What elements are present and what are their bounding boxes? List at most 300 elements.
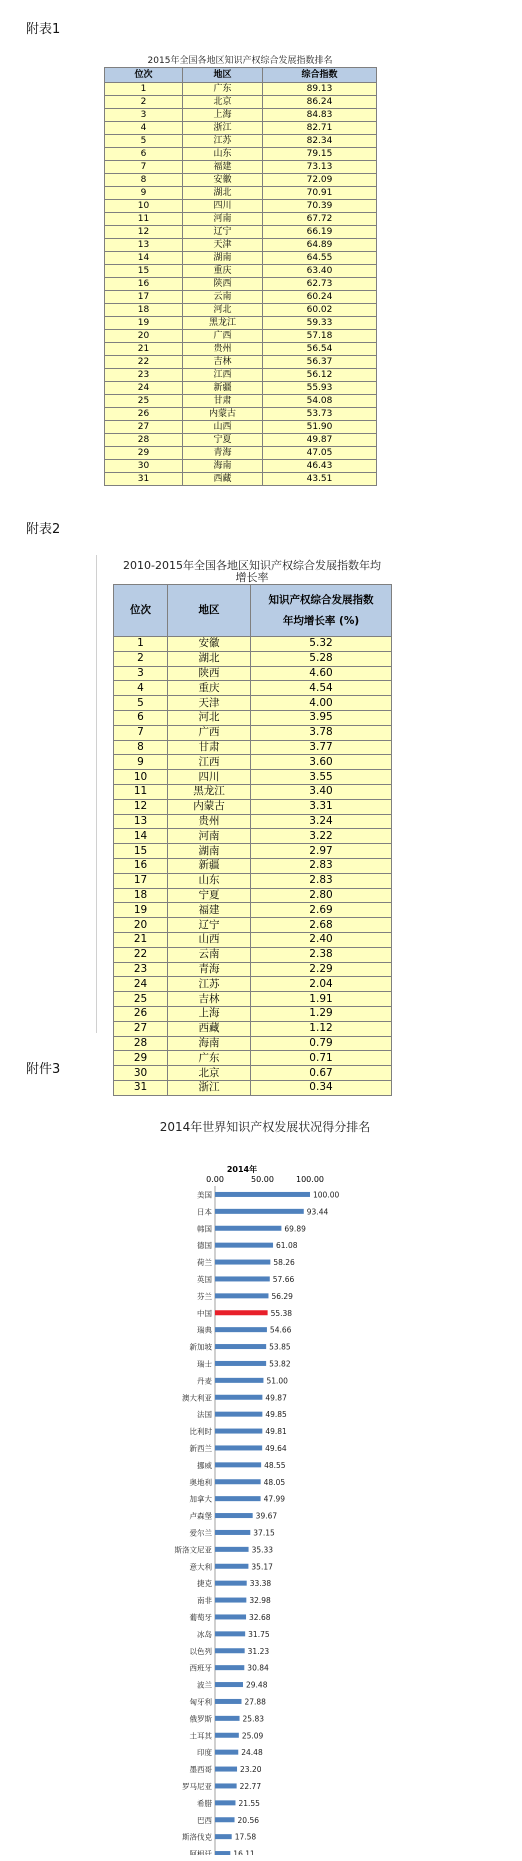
chart-value-label: 49.87 <box>265 1393 287 1403</box>
appendix-3-heading: 附件3 <box>26 1062 61 1077</box>
chart-value-label: 33.38 <box>249 1579 272 1589</box>
chart-bar <box>215 1834 232 1839</box>
chart-value-label: 69.89 <box>284 1224 306 1234</box>
chart-bar <box>215 1817 235 1822</box>
chart-bar <box>215 1631 245 1636</box>
table-1-region-cell: 福建 <box>183 161 263 174</box>
table-2-row <box>114 903 392 918</box>
chart-bar <box>215 1767 237 1772</box>
chart-bar <box>215 1462 261 1467</box>
table-2-growth-cell: 3.40 <box>251 784 392 799</box>
chart-category-label: 荷兰 <box>197 1258 212 1268</box>
chart-value-label: 58.26 <box>273 1258 295 1268</box>
table-2-growth-cell: 1.29 <box>251 1006 392 1021</box>
chart-bar <box>215 1378 263 1383</box>
table-1-index-cell: 67.72 <box>263 213 377 226</box>
table-2-grid <box>113 584 392 1096</box>
table-2-rank-cell: 13 <box>114 814 168 829</box>
table-2-region-cell: 北京 <box>168 1066 251 1081</box>
chart-value-label: 57.66 <box>272 1274 295 1284</box>
chart-bar <box>215 1226 281 1231</box>
table-1-index-cell: 89.13 <box>263 83 377 96</box>
table-2-header-growth-title: 知识产权综合发展指数 <box>268 593 374 606</box>
table-2-row <box>114 858 392 873</box>
chart-bar <box>215 1614 246 1619</box>
table-1-region-cell: 上海 <box>183 109 263 122</box>
chart-category-label: 希腊 <box>197 1798 212 1808</box>
table-1-region-cell: 广西 <box>183 330 263 343</box>
table-2-frame-line <box>96 555 97 1033</box>
table-1-region-cell: 安徽 <box>183 174 263 187</box>
chart-category-label: 德国 <box>197 1241 212 1251</box>
table-1-rank-cell: 17 <box>105 291 183 304</box>
table-1-index-cell: 47.05 <box>263 447 377 460</box>
table-2-rank-cell: 26 <box>114 1006 168 1021</box>
chart-category-label: 美国 <box>197 1190 212 1200</box>
table-1-rank-cell: 22 <box>105 356 183 369</box>
chart-value-label: 49.81 <box>265 1427 287 1437</box>
table-2-region-cell: 江苏 <box>168 977 251 992</box>
table-2-header-row <box>114 585 392 637</box>
table-1-row <box>105 317 377 330</box>
table-1-row <box>105 473 377 486</box>
chart-bar <box>215 1192 310 1197</box>
table-2-row <box>114 918 392 933</box>
table-2-rank-cell: 5 <box>114 696 168 711</box>
chart-value-label: 17.58 <box>234 1832 257 1842</box>
table-1-row <box>105 252 377 265</box>
table-2-row <box>114 992 392 1007</box>
chart-category-label: 葡萄牙 <box>189 1612 212 1622</box>
chart-value-label: 48.55 <box>264 1460 286 1470</box>
table-2-rank-cell: 27 <box>114 1021 168 1036</box>
table-1-row <box>105 122 377 135</box>
table-2-growth-cell: 3.31 <box>251 799 392 814</box>
table-2-rank-cell: 6 <box>114 710 168 725</box>
table-1-index-cell: 57.18 <box>263 330 377 343</box>
table-2-rank-cell: 22 <box>114 947 168 962</box>
chart-category-label: 澳大利亚 <box>182 1393 212 1403</box>
chart-value-label: 29.48 <box>246 1680 268 1690</box>
chart-bar <box>215 1293 268 1298</box>
table-2-growth-cell: 3.24 <box>251 814 392 829</box>
chart-value-label: 51.00 <box>266 1376 288 1386</box>
table-1-rank-cell: 2 <box>105 96 183 109</box>
chart-category-label: 日本 <box>197 1207 212 1217</box>
chart-value-label: 31.75 <box>248 1629 270 1639</box>
table-2-region-cell: 湖南 <box>168 844 251 859</box>
table-2-header-growth-unit: 年均增长率 (%) <box>282 614 360 627</box>
table-2-growth-cell: 3.60 <box>251 755 392 770</box>
chart-value-label: 21.55 <box>238 1798 260 1808</box>
chart-value-label: 32.98 <box>249 1596 271 1606</box>
table-2-region-cell: 吉林 <box>168 992 251 1007</box>
chart-bar <box>215 1851 230 1855</box>
table-1-row <box>105 226 377 239</box>
table-1-rank-cell: 15 <box>105 265 183 278</box>
table-1-rank-cell: 30 <box>105 460 183 473</box>
table-1-region-cell: 吉林 <box>183 356 263 369</box>
chart-bar <box>215 1716 240 1721</box>
table-2-region-cell: 海南 <box>168 1036 251 1051</box>
table-1-row <box>105 304 377 317</box>
table-2-growth-cell: 3.22 <box>251 829 392 844</box>
chart-bar <box>215 1496 261 1501</box>
table-2-rank-cell: 24 <box>114 977 168 992</box>
table-2-growth-cell: 0.67 <box>251 1066 392 1081</box>
chart-bar <box>215 1310 268 1315</box>
chart-value-label: 35.17 <box>251 1562 273 1572</box>
table-2-region-cell: 黑龙江 <box>168 784 251 799</box>
chart-category-label: 挪威 <box>197 1460 212 1470</box>
table-1-index-cell: 43.51 <box>263 473 377 486</box>
table-1-rank-cell: 27 <box>105 421 183 434</box>
table-2-growth-cell: 0.71 <box>251 1051 392 1066</box>
table-2-region-cell: 山东 <box>168 873 251 888</box>
table-1-rank-cell: 5 <box>105 135 183 148</box>
chart-value-label: 24.48 <box>241 1748 263 1758</box>
table-1-region-cell: 北京 <box>183 96 263 109</box>
chart-bar <box>215 1209 304 1214</box>
table-1-region-cell: 青海 <box>183 447 263 460</box>
table-2-region-cell: 天津 <box>168 696 251 711</box>
chart-category-label: 芬兰 <box>197 1291 212 1301</box>
table-1-region-cell: 西藏 <box>183 473 263 486</box>
chart-category-label: 斯洛伐克 <box>182 1832 212 1842</box>
table-1-header-region: 地区 <box>183 68 263 83</box>
chart-bar <box>215 1243 273 1248</box>
table-1-rank-cell: 12 <box>105 226 183 239</box>
table-2-growth-cell: 2.40 <box>251 932 392 947</box>
chart-bar <box>215 1800 235 1805</box>
table-1-row <box>105 213 377 226</box>
table-2-rank-cell: 3 <box>114 666 168 681</box>
chart-value-label: 27.88 <box>244 1697 266 1707</box>
chart-value-label: 25.09 <box>241 1731 264 1741</box>
table-2-growth-cell: 3.77 <box>251 740 392 755</box>
table-1-index-cell: 82.71 <box>263 122 377 135</box>
chart-bar <box>215 1445 262 1450</box>
table-1-index-cell: 55.93 <box>263 382 377 395</box>
chart-bar <box>215 1733 239 1738</box>
chart-category-label: 匈牙利 <box>189 1697 212 1707</box>
table-2-growth-cell: 0.34 <box>251 1080 392 1095</box>
table-1-region-cell: 广东 <box>183 83 263 96</box>
appendix-1-heading: 附表1 <box>26 22 61 37</box>
table-2-region-cell: 河北 <box>168 710 251 725</box>
table-1-rank-cell: 4 <box>105 122 183 135</box>
table-2-region-cell: 河南 <box>168 829 251 844</box>
table-1-row <box>105 239 377 252</box>
table-2-row <box>114 1051 392 1066</box>
table-2-row <box>114 1006 392 1021</box>
chart-value-label: 53.82 <box>269 1359 291 1369</box>
table-1-index-cell: 64.89 <box>263 239 377 252</box>
table-2-row <box>114 725 392 740</box>
table-1-index-cell: 70.91 <box>263 187 377 200</box>
chart-category-label: 英国 <box>197 1274 212 1284</box>
table-2-growth-cell: 0.79 <box>251 1036 392 1051</box>
table-1-region-cell: 湖南 <box>183 252 263 265</box>
table-2-rank-cell: 15 <box>114 844 168 859</box>
table-1-rank-cell: 20 <box>105 330 183 343</box>
table-2-growth-cell: 2.83 <box>251 873 392 888</box>
chart-category-label: 中国 <box>197 1308 212 1318</box>
table-1-index-cell: 56.54 <box>263 343 377 356</box>
chart-category-label: 冰岛 <box>197 1629 212 1639</box>
chart-category-label: 罗马尼亚 <box>182 1781 212 1791</box>
chart-category-label: 阿根廷 <box>189 1849 212 1855</box>
chart-x-tick-label: 50.00 <box>251 1175 274 1184</box>
table-1-index-cell: 64.55 <box>263 252 377 265</box>
table-2-row <box>114 844 392 859</box>
chart-value-label: 22.77 <box>239 1781 262 1791</box>
table-1-index-cell: 59.33 <box>263 317 377 330</box>
chart-category-label: 瑞士 <box>197 1359 212 1369</box>
table-2-row <box>114 696 392 711</box>
table-2-region-cell: 安徽 <box>168 637 251 652</box>
chart-bar <box>215 1581 247 1586</box>
table-1-rank-cell: 1 <box>105 83 183 96</box>
table-2-region-cell: 广东 <box>168 1051 251 1066</box>
table-1-rank-cell: 25 <box>105 395 183 408</box>
table-1-row <box>105 330 377 343</box>
table-2-region-cell: 贵州 <box>168 814 251 829</box>
table-2-rank-cell: 2 <box>114 651 168 666</box>
table-2-region-cell: 江西 <box>168 755 251 770</box>
chart-category-label: 爱尔兰 <box>189 1528 212 1538</box>
table-1-row <box>105 356 377 369</box>
table-2-rank-cell: 21 <box>114 932 168 947</box>
table-2-growth-cell: 3.95 <box>251 710 392 725</box>
table-1-region-cell: 甘肃 <box>183 395 263 408</box>
table-1-index-cell: 86.24 <box>263 96 377 109</box>
table-2-growth-cell: 5.28 <box>251 651 392 666</box>
table-1-index-cell: 66.19 <box>263 226 377 239</box>
table-2-growth-cell: 2.68 <box>251 918 392 933</box>
table-1-region-cell: 新疆 <box>183 382 263 395</box>
table-2-rank-cell: 28 <box>114 1036 168 1051</box>
table-1-index-cell: 84.83 <box>263 109 377 122</box>
table-1-rank-cell: 10 <box>105 200 183 213</box>
table-1-index-cell: 73.13 <box>263 161 377 174</box>
table-1-region-cell: 陕西 <box>183 278 263 291</box>
table-1-row <box>105 200 377 213</box>
table-1-region-cell: 宁夏 <box>183 434 263 447</box>
table-2-rank-cell: 18 <box>114 888 168 903</box>
chart-bar <box>215 1344 266 1349</box>
chart-bar <box>215 1783 237 1788</box>
table-2-rank-cell: 19 <box>114 903 168 918</box>
table-2-row <box>114 681 392 696</box>
table-2-row <box>114 1080 392 1095</box>
table-2-rank-cell: 10 <box>114 770 168 785</box>
chart-bar <box>215 1513 253 1518</box>
table-1-rank-cell: 24 <box>105 382 183 395</box>
table-1-index-cell: 63.40 <box>263 265 377 278</box>
table-2-region-cell: 陕西 <box>168 666 251 681</box>
table-1-rank-cell: 19 <box>105 317 183 330</box>
chart-bar <box>215 1665 244 1670</box>
table-1 <box>104 55 376 486</box>
chart-value-label: 53.85 <box>269 1342 291 1352</box>
table-1-region-cell: 山西 <box>183 421 263 434</box>
table-2-row <box>114 873 392 888</box>
table-1-row <box>105 447 377 460</box>
chart-bar <box>215 1564 248 1569</box>
table-2-row <box>114 888 392 903</box>
table-1-index-cell: 70.39 <box>263 200 377 213</box>
table-1-rank-cell: 6 <box>105 148 183 161</box>
table-2-region-cell: 青海 <box>168 962 251 977</box>
table-1-header-row <box>105 68 377 83</box>
chart-value-label: 56.29 <box>271 1291 293 1301</box>
chart-bar <box>215 1530 250 1535</box>
table-1-row <box>105 460 377 473</box>
chart-value-label: 49.64 <box>265 1443 287 1453</box>
table-1-rank-cell: 13 <box>105 239 183 252</box>
table-1-region-cell: 江苏 <box>183 135 263 148</box>
table-2-header-region: 地区 <box>168 585 251 637</box>
chart-category-label: 巴西 <box>197 1815 212 1825</box>
table-1-index-cell: 53.73 <box>263 408 377 421</box>
table-1-row <box>105 109 377 122</box>
table-1-region-cell: 重庆 <box>183 265 263 278</box>
chart-series-label: 2014年 <box>226 1165 258 1174</box>
table-2-rank-cell: 20 <box>114 918 168 933</box>
chart-category-label: 新西兰 <box>189 1443 212 1453</box>
table-1-row <box>105 135 377 148</box>
table-2-body <box>114 637 392 1096</box>
chart-value-label: 25.83 <box>242 1714 265 1724</box>
chart-value-label: 55.38 <box>270 1308 293 1318</box>
table-2-region-cell: 重庆 <box>168 681 251 696</box>
chart-value-label: 49.85 <box>265 1410 287 1420</box>
table-2-region-cell: 山西 <box>168 932 251 947</box>
table-1-row <box>105 174 377 187</box>
table-1-row <box>105 421 377 434</box>
table-2-row <box>114 977 392 992</box>
table-1-row <box>105 369 377 382</box>
table-2-rank-cell: 14 <box>114 829 168 844</box>
chart-value-label: 16.11 <box>233 1849 255 1855</box>
table-1-rank-cell: 31 <box>105 473 183 486</box>
table-2-row <box>114 651 392 666</box>
chart-x-tick-label: 0.00 <box>206 1175 224 1184</box>
table-2-region-cell: 西藏 <box>168 1021 251 1036</box>
table-2-rank-cell: 7 <box>114 725 168 740</box>
bar-chart-svg <box>170 1140 370 1855</box>
chart-category-label: 加拿大 <box>189 1494 212 1504</box>
chart-value-label: 32.68 <box>249 1612 271 1622</box>
table-1-region-cell: 内蒙古 <box>183 408 263 421</box>
table-1-rank-cell: 9 <box>105 187 183 200</box>
table-1-index-cell: 62.73 <box>263 278 377 291</box>
chart-category-label: 西班牙 <box>189 1663 212 1673</box>
chart-value-label: 54.66 <box>269 1325 292 1335</box>
table-2-header-growth <box>251 585 392 637</box>
chart-category-label: 印度 <box>197 1748 212 1758</box>
table-1-row <box>105 408 377 421</box>
table-2-row <box>114 637 392 652</box>
table-1-rank-cell: 21 <box>105 343 183 356</box>
chart-x-tick-label: 100.00 <box>296 1175 324 1184</box>
table-1-row <box>105 265 377 278</box>
appendix-2-heading: 附表2 <box>26 522 61 537</box>
table-2-growth-cell: 2.80 <box>251 888 392 903</box>
table-1-rank-cell: 18 <box>105 304 183 317</box>
table-1-row <box>105 278 377 291</box>
table-2-rank-cell: 12 <box>114 799 168 814</box>
table-1-index-cell: 51.90 <box>263 421 377 434</box>
table-2-rank-cell: 25 <box>114 992 168 1007</box>
table-1-caption: 2015年全国各地区知识产权综合发展指数排名 <box>147 56 333 66</box>
table-1-index-cell: 60.02 <box>263 304 377 317</box>
table-1-index-cell: 56.37 <box>263 356 377 369</box>
chart-value-label: 35.33 <box>251 1545 274 1555</box>
table-1-index-cell: 54.08 <box>263 395 377 408</box>
table-2-region-cell: 福建 <box>168 903 251 918</box>
table-2-caption: 2010-2015年全国各地区知识产权综合发展指数年均增长率 <box>123 559 381 584</box>
chart-category-label: 捷克 <box>197 1579 212 1589</box>
table-1-region-cell: 云南 <box>183 291 263 304</box>
table-2-rank-cell: 8 <box>114 740 168 755</box>
table-2-growth-cell: 4.60 <box>251 666 392 681</box>
chart-bar <box>215 1699 241 1704</box>
chart-category-label: 波兰 <box>197 1680 212 1690</box>
table-2-region-cell: 新疆 <box>168 858 251 873</box>
table-1-row <box>105 291 377 304</box>
bar-chart <box>170 1140 370 1855</box>
table-1-region-cell: 浙江 <box>183 122 263 135</box>
table-2-region-cell: 湖北 <box>168 651 251 666</box>
table-2 <box>113 560 391 1096</box>
chart-value-label: 93.44 <box>306 1207 329 1217</box>
chart-bar <box>215 1648 245 1653</box>
table-1-index-cell: 49.87 <box>263 434 377 447</box>
table-1-region-cell: 江西 <box>183 369 263 382</box>
chart-bar <box>215 1327 267 1332</box>
table-1-row <box>105 83 377 96</box>
chart-category-label: 土耳其 <box>189 1731 212 1741</box>
chart-category-label: 意大利 <box>189 1562 212 1572</box>
table-2-region-cell: 甘肃 <box>168 740 251 755</box>
table-1-row <box>105 382 377 395</box>
table-2-growth-cell: 4.00 <box>251 696 392 711</box>
table-2-growth-cell: 2.04 <box>251 977 392 992</box>
table-2-row <box>114 829 392 844</box>
table-2-row <box>114 710 392 725</box>
table-2-row <box>114 799 392 814</box>
chart-bar <box>215 1682 243 1687</box>
table-1-row <box>105 96 377 109</box>
table-2-row <box>114 1036 392 1051</box>
table-2-region-cell: 云南 <box>168 947 251 962</box>
table-1-index-cell: 79.15 <box>263 148 377 161</box>
table-2-rank-cell: 30 <box>114 1066 168 1081</box>
table-1-rank-cell: 29 <box>105 447 183 460</box>
table-2-rank-cell: 9 <box>114 755 168 770</box>
table-2-region-cell: 内蒙古 <box>168 799 251 814</box>
chart-title: 2014年世界知识产权发展状况得分排名 <box>159 1120 371 1134</box>
chart-value-label: 37.15 <box>253 1528 275 1538</box>
chart-category-label: 墨西哥 <box>189 1765 212 1775</box>
table-2-rank-cell: 11 <box>114 784 168 799</box>
table-1-header-rank: 位次 <box>105 68 183 83</box>
table-2-rank-cell: 17 <box>114 873 168 888</box>
table-2-rank-cell: 4 <box>114 681 168 696</box>
table-1-region-cell: 山东 <box>183 148 263 161</box>
